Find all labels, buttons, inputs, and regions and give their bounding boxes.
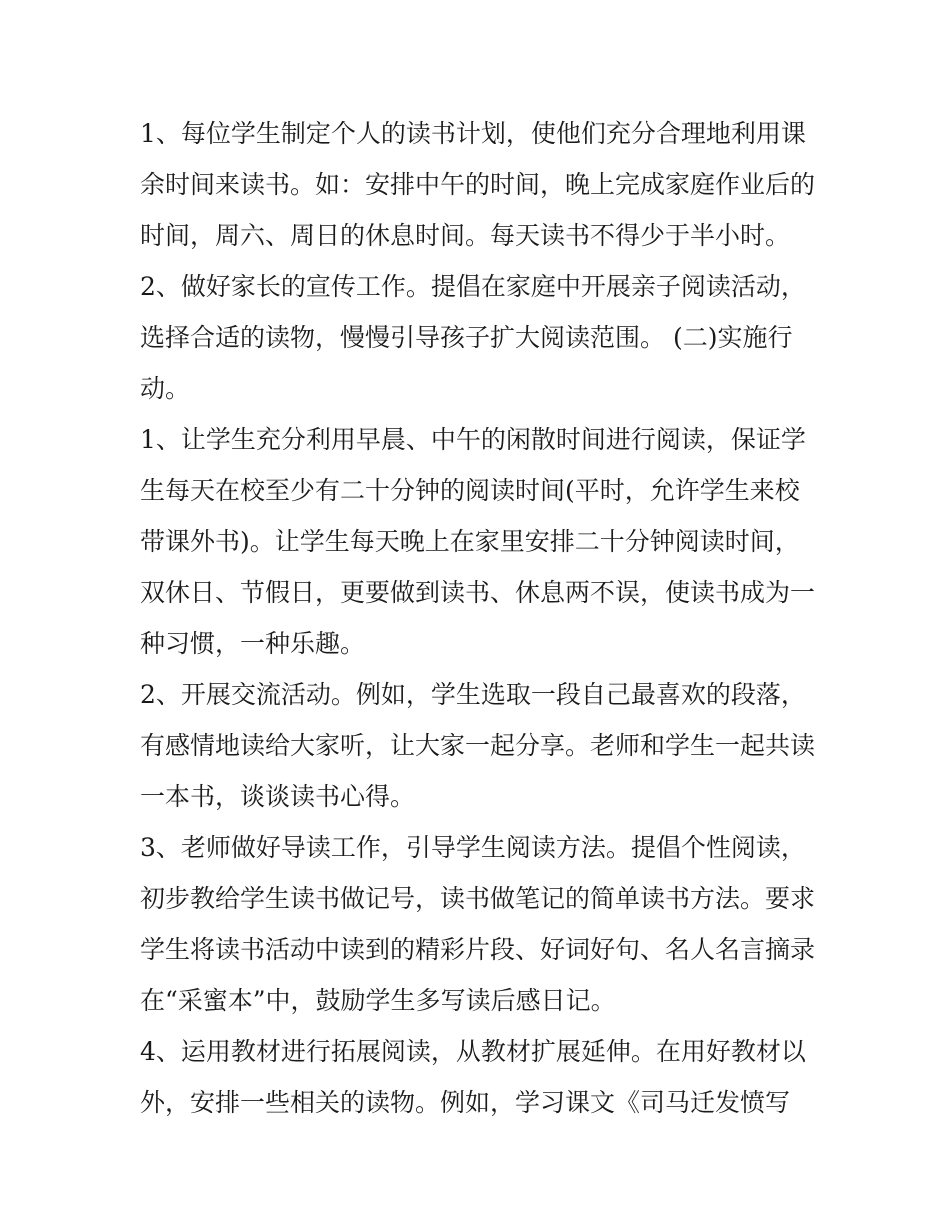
text-line: 2、做好家长的宣传工作。提倡在家庭中开展亲子阅读活动， [140,272,806,301]
text-line: 动。 [140,374,191,403]
text-line: 双休日、节假日，更要做到读书、休息两不误，使读书成为一 [140,578,816,607]
text-line: 生每天在校至少有二十分钟的阅读时间(平时，允许学生来校 [140,476,800,505]
text-line: 一本书，谈谈读书心得。 [140,782,416,811]
text-line: 带课外书)。让学生每天晚上在家里安排二十分钟阅读时间， [140,527,800,556]
text-line: 4、运用教材进行拓展阅读，从教材扩展延伸。在用好教材以 [140,1037,806,1066]
text-line: 选择合适的读物，慢慢引导孩子扩大阅读范围。 (二)实施行 [140,323,793,352]
text-line: 外，安排一些相关的读物。例如，学习课文《司马迁发愤写 [140,1088,791,1117]
text-line: 有感情地读给大家听，让大家一起分享。老师和学生一起共读 [140,731,816,760]
text-line: 1、每位学生制定个人的读书计划，使他们充分合理地利用课 [140,119,806,148]
text-line: 余时间来读书。如：安排中午的时间，晚上完成家庭作业后的 [140,170,816,199]
text-line: 时间，周六、周日的休息时间。每天读书不得少于半小时。 [140,221,791,250]
text-line: 2、开展交流活动。例如，学生选取一段自己最喜欢的段落， [140,680,806,709]
document-body [140,108,820,1128]
text-line: 种习惯，一种乐趣。 [140,629,366,658]
text-line: 学生将读书活动中读到的精彩片段、好词好句、名人名言摘录 [140,935,816,964]
text-line: 1、让学生充分利用早晨、中午的闲散时间进行阅读，保证学 [140,425,806,454]
text-line: 3、老师做好导读工作，引导学生阅读方法。提倡个性阅读， [140,833,806,862]
text-line: 初步教给学生读书做记号，读书做笔记的简单读书方法。要求 [140,884,816,913]
text-line: 在“采蜜本”中，鼓励学生多写读后感日记。 [140,986,616,1015]
